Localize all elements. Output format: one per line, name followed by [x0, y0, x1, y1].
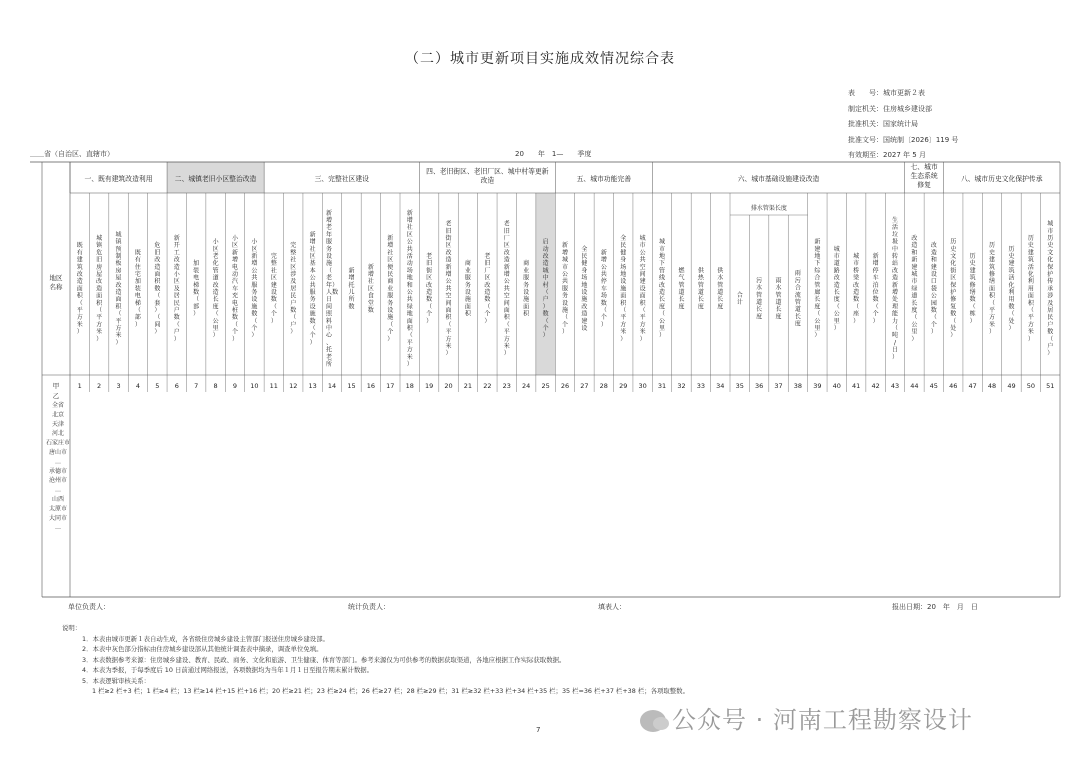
note-item: 1．本表由城市更新１表自动生成，各省级住房城乡建设主管部门报送住房城乡建设部。: [82, 634, 329, 643]
region-name: 河北: [51, 430, 65, 438]
column-header: 完整社区涉及居民户数（户）: [290, 242, 297, 336]
group-header: 五、城市功能完善: [576, 175, 632, 183]
column-number: 12: [289, 382, 298, 390]
column-number: 42: [871, 382, 880, 390]
column-header: 小区新增公共服务设施数（个）: [251, 238, 258, 340]
column-number: 21: [463, 382, 473, 390]
column-number: 43: [890, 382, 900, 390]
column-header: 改造和新建城市绿道长度（公里）: [911, 235, 918, 343]
region-name: 北京: [51, 411, 65, 419]
group-header: 六、城市基础设施建设改造: [737, 175, 820, 183]
column-header: 加装电梯数（部）: [193, 260, 200, 318]
watermark-text: 公众号 · 河南工程勘察设计: [672, 706, 973, 734]
column-number: 35: [735, 382, 744, 390]
region-name: 沧州市: [48, 477, 68, 485]
watermark: [640, 700, 973, 735]
column-number: 36: [754, 382, 764, 390]
region-name: 大同市: [48, 514, 68, 522]
column-header: 危旧改造面积数（套）（间）: [154, 242, 161, 336]
column-header: 老旧街区改造数（个）: [426, 253, 433, 325]
column-header: 城市历史文化保护传承涉及居民户数（户）: [1047, 220, 1054, 358]
note-item: 2．本表中灰色部分指标由住房城乡建设部从其他统计调查表中摘录，调查单位免填。: [82, 645, 323, 653]
group-header: 二、城镇老旧小区整治改造: [174, 175, 257, 183]
column-header: 历史建筑修缮面积（平方米）: [989, 242, 996, 336]
column-header: 小区老化管道改造长度（公里）: [212, 238, 219, 340]
column-header: 老旧街区改造新增公共空间面积（平方米）: [445, 220, 452, 358]
column-number: 28: [599, 382, 608, 390]
column-number: 18: [405, 382, 414, 390]
column-header: 新增社区基本公共服务设施数（个）: [309, 231, 316, 347]
column-header: 启动改造城中村（户）数（个）: [542, 238, 549, 340]
column-number: 37: [774, 382, 783, 390]
column-number: 16: [366, 382, 376, 390]
column-header: 燃气管道长度: [678, 267, 685, 311]
column-number: 3: [116, 382, 121, 390]
region-name: 唐山市: [48, 449, 68, 456]
column-number: 14: [327, 382, 337, 390]
column-header: 历史建筑活化利用面积（平方米）: [1027, 235, 1034, 343]
meta-approval-number: 批准文号：国统制〔2026〕119 号: [848, 135, 959, 144]
column-number: 47: [968, 382, 977, 390]
column-header: 城市地下管线改造长度（公里）: [659, 238, 666, 340]
column-number: 4: [135, 382, 141, 390]
column-number: 13: [308, 382, 317, 390]
column-number: 46: [949, 382, 958, 390]
meta-approver: 批准机关：国家统计局: [848, 120, 918, 128]
row-head: 甲: [52, 382, 60, 390]
notes-title: 说明：: [62, 624, 82, 632]
column-number: 5: [155, 382, 160, 390]
row-head: 乙: [52, 392, 60, 400]
column-number: 19: [424, 382, 434, 390]
column-number: 29: [619, 382, 628, 390]
column-number: 11: [269, 382, 278, 390]
area-header: 地区名称: [49, 274, 63, 291]
column-number: 33: [696, 382, 706, 390]
column-header: 老旧厂区改造数（个）: [484, 253, 491, 325]
column-header: 小区新增电动汽车充电桩数（个）: [231, 235, 239, 343]
group-header: 四、老旧街区、老旧厂区、城中村等更新改造: [426, 167, 549, 185]
column-header: 新增社区公共活动场地和公共绿地面积（平方米）: [406, 209, 413, 368]
column-header: 新建地下综合管廊长度（公里）: [814, 238, 821, 340]
column-header: 商业服务设施面积: [464, 260, 471, 318]
column-header: 全民健身场地设施面积（平方米）: [620, 235, 627, 343]
column-header: 新增社区食堂数: [367, 263, 374, 314]
column-number: 44: [910, 382, 919, 390]
column-header: 城镇危旧房屋改造面积（平方米）: [96, 235, 103, 343]
column-number: 23: [502, 382, 511, 390]
column-header: 新增社区便民商业服务设施（个）: [387, 235, 394, 343]
wechat-icon: [640, 710, 666, 732]
note-item: 4．本表为季报，于每季度后 10 日前通过网络报送，各项数据均为当年１月１日至报告期末累计数据。: [82, 666, 374, 674]
region-name: 承德市: [48, 467, 68, 475]
province-field: ＿＿省（自治区、直辖市）: [30, 150, 114, 158]
column-header: 城市桥梁改造数（座）: [853, 253, 860, 325]
column-number: 40: [832, 382, 841, 390]
column-header: 改造和建设口袋公园数（个）: [930, 242, 937, 336]
column-header: 完整社区建设数（个）: [270, 253, 277, 325]
column-header: 城镇预制板房屋改造面积（平方米）: [115, 231, 122, 347]
page-title: （二）城市更新项目实施成效情况综合表: [405, 51, 675, 67]
column-header: 供热管道长度: [697, 267, 704, 311]
meta-form-number: 表 号：城市更新２表: [848, 89, 925, 97]
column-header: 污水管道长度: [756, 277, 763, 321]
group-header: 一、既有建筑改造利用: [84, 175, 153, 183]
region-name: 天津: [51, 420, 65, 428]
column-header: 全民健身场地设施改造建设: [581, 245, 588, 332]
region-name: 山西: [51, 496, 65, 503]
column-header: 供水管道长度: [717, 267, 724, 311]
column-number: 6: [174, 382, 179, 390]
column-number: 24: [522, 382, 531, 390]
region-name: 石家庄市: [45, 439, 71, 447]
sub-group-header: 排水管渠长度: [750, 205, 787, 212]
column-number: 49: [1007, 382, 1016, 390]
column-header: 既有建筑改造面积（平方米）: [76, 242, 83, 336]
column-header: 城市公共空间建设面积（平方米）: [639, 235, 646, 343]
column-number: 10: [250, 382, 259, 390]
region-name: …: [55, 486, 61, 494]
column-header: 历史文化街区保护修复数（处）: [950, 238, 957, 340]
group-header: 七、城市生态系统修复: [910, 163, 938, 189]
column-number: 26: [560, 382, 570, 390]
column-header: 新增托儿所数: [348, 267, 355, 311]
column-number: 38: [793, 382, 803, 390]
column-header: 新增停车泊位数（个）: [872, 253, 879, 325]
group-header: 八、城市历史文化保护传承: [960, 175, 1043, 183]
column-number: 7: [194, 382, 199, 390]
column-header: 生活垃圾中转站改造新增处理能力（吨/日）: [891, 217, 899, 361]
column-number: 9: [232, 382, 238, 390]
stat-head-sign: 统计负责人：: [348, 603, 390, 611]
page-number: 7: [536, 726, 541, 734]
meta-valid-until: 有效期至：2027 年 5 月: [848, 151, 926, 159]
column-number: 50: [1026, 382, 1036, 390]
group-header: 三、完整社区建设: [314, 175, 369, 183]
column-header: 历史建筑修缮数（栋）: [969, 253, 976, 325]
column-number: 15: [347, 382, 356, 390]
report-date: 报出日期：20 年 月 日: [892, 603, 978, 611]
column-number: 22: [483, 382, 492, 390]
column-number: 2: [97, 382, 102, 390]
column-number: 48: [987, 382, 997, 390]
region-name: 全省: [51, 402, 65, 409]
note-item: 5．本表逻辑审核关系：: [82, 676, 150, 685]
column-header: 合计: [736, 291, 743, 306]
unit-head-sign: 单位负责人：: [68, 603, 110, 611]
column-number: 1: [77, 382, 82, 390]
column-header: 老旧厂区改造新增公共空间面积（平方米）: [503, 220, 510, 358]
column-number: 32: [677, 382, 686, 390]
column-number: 51: [1046, 382, 1055, 390]
region-name: …: [55, 524, 61, 532]
notes: [62, 623, 689, 697]
region-name: …: [55, 458, 61, 466]
note-item: 3．本表数据参考来源：住房城乡建设、教育、民政、商务、文化和旅游、卫生健康、体育等部门。参考来源仅为可供参考的数据获取渠道，各地应根据工作实际获取数据。: [82, 655, 566, 664]
meta-issuer: 制定机关：住房城乡建设部: [848, 104, 932, 113]
column-number: 25: [541, 382, 550, 390]
column-number: 17: [386, 382, 395, 390]
column-header: 新开工改造小区及居民户数（户）: [173, 235, 180, 343]
column-number: 45: [929, 382, 938, 390]
column-header: 历史建筑活化利用数（处）: [1008, 245, 1015, 332]
column-number: 39: [813, 382, 822, 390]
column-header: 城市道路改造长度（公里）: [833, 245, 840, 332]
column-number: 41: [852, 382, 861, 390]
column-number: 30: [638, 382, 647, 390]
column-number: 20: [444, 382, 453, 390]
column-number: 27: [580, 382, 589, 390]
column-number: 8: [213, 382, 218, 390]
column-header: 商业服务设施面积: [523, 260, 530, 318]
column-header: 新增城市公共服务设施（个）: [561, 242, 569, 336]
column-number: 31: [657, 382, 667, 390]
column-header: 既有住宅加装电梯（部）: [134, 249, 141, 329]
filler-sign: 填表人：: [598, 603, 626, 611]
column-header: 新增公共停车场数（个）: [600, 249, 607, 329]
column-header: 雨污合流管道长度: [794, 270, 801, 328]
column-number: 34: [716, 382, 725, 390]
note-item: 1 栏≥2 栏+3 栏；1 栏≥4 栏；13 栏≥14 栏+15 栏+16 栏；20 栏≥21 栏；23 栏≥24 栏；26 栏≥27 栏；28 栏≥29 栏；31 栏≥32 栏+33 栏+34 栏+35 栏；35 栏=36 栏+37 栏+38 栏；各项取整数。: [92, 687, 689, 695]
column-header: 新增老年服务设施（老年人日间照料中心、托老所）数: [325, 209, 339, 368]
region-name: 太原市: [48, 505, 68, 513]
period-field: 20 年 1— 季度: [515, 150, 592, 158]
column-header: 雨水管道长度: [775, 277, 782, 321]
